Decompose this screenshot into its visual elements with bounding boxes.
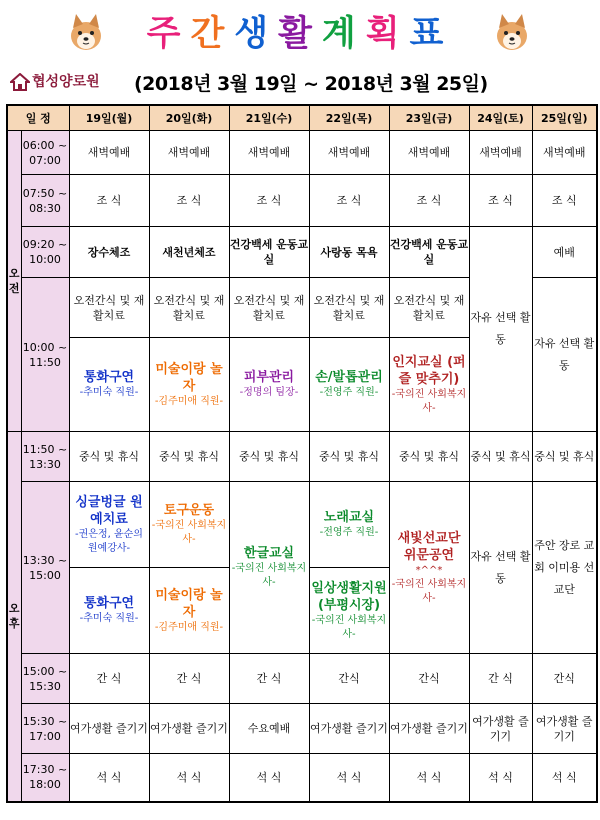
time-slot: 09:20 ~ 10:00 (21, 227, 69, 278)
cell-breakfast: 조 식 (69, 175, 149, 227)
cell-snack: 간식 (309, 654, 389, 704)
cell-program (149, 568, 229, 654)
cell-sat-free: 자유 선택 활동 (469, 227, 532, 432)
cell-program (309, 482, 389, 568)
cell-breakfast: 조 식 (309, 175, 389, 227)
dog-icon (492, 12, 532, 54)
pm-label: 오 후 (7, 432, 21, 802)
time-slot: 15:00 ~ 15:30 (21, 654, 69, 704)
cell-program (69, 568, 149, 654)
page-title (120, 12, 480, 56)
cell-snack: 간식 (532, 654, 597, 704)
cell-program (149, 338, 229, 432)
cell-morning-activity: 건강백세 운동교실 (229, 227, 309, 278)
cell-program (389, 482, 469, 654)
cell-morning-activity: 건강백세 운동교실 (389, 227, 469, 278)
program-staff: -국의진 사회복지사- (151, 520, 227, 545)
cell-program (69, 482, 149, 568)
cell-breakfast: 조 식 (149, 175, 229, 227)
am-label: 오 전 (7, 131, 21, 432)
cell-program (309, 568, 389, 654)
cell-therapy: 오전간식 및 재활치료 (309, 278, 389, 338)
cell-dawn: 새벽예배 (389, 131, 469, 175)
day-header-sat: 24일(토) (469, 105, 532, 131)
title-char: 표 (409, 14, 454, 54)
header (0, 0, 600, 104)
cell-morning-activity: 새천년체조 (149, 227, 229, 278)
cell-snack: 간 식 (229, 654, 309, 704)
schedule-table (6, 104, 598, 803)
cell-lunch: 중식 및 휴식 (149, 432, 229, 482)
title-char: 활 (278, 14, 322, 54)
cell-sun-afternoon: 주안 장로 교회 이미용 선교단 (532, 482, 597, 654)
program-staff: -김주미애 직원- (154, 395, 224, 407)
cell-snack: 간식 (389, 654, 469, 704)
program-title: 일상생활지원 (부평시장) (311, 580, 387, 613)
program-staff: -전영주 직원- (319, 527, 379, 538)
cell-morning-activity: 장수체조 (69, 227, 149, 278)
cell-snack: 간 식 (149, 654, 229, 704)
program-title: 통화구연 (83, 596, 135, 611)
program-staff: -김주미애 직원- (154, 621, 224, 633)
house-icon (10, 73, 30, 91)
cell-breakfast: 조 식 (469, 175, 532, 227)
program-title: 통화구연 (83, 370, 135, 385)
cell-lunch: 중식 및 휴식 (469, 432, 532, 482)
cell-leisure: 여가생활 즐기기 (389, 704, 469, 754)
day-header: 23일(금) (389, 105, 469, 131)
program-staff: -전영주 직원- (319, 387, 379, 398)
program-title: 피부관리 (243, 370, 295, 385)
cell-sun-free: 자유 선택 활동 (532, 278, 597, 432)
time-slot: 11:50 ~ 13:30 (21, 432, 69, 482)
cell-leisure: 여가생활 즐기기 (69, 704, 149, 754)
cell-breakfast: 조 식 (532, 175, 597, 227)
dog-icon (66, 12, 106, 54)
org-name (10, 71, 100, 91)
program-title: 손/발톱관리 (315, 370, 383, 385)
cell-leisure: 여가생활 즐기기 (532, 704, 597, 754)
program-staff: -정명의 팀장- (239, 387, 299, 398)
title-char: 획 (365, 14, 410, 54)
cell-snack: 간 식 (69, 654, 149, 704)
cell-sat-free: 자유 선택 활동 (469, 482, 532, 654)
cell-program (229, 482, 309, 654)
corner-label: 일 정 (7, 105, 69, 131)
day-header: 22일(목) (309, 105, 389, 131)
cell-program (229, 338, 309, 432)
cell-lunch: 중식 및 휴식 (532, 432, 597, 482)
cell-dawn: 새벽예배 (532, 131, 597, 175)
program-staff: -국의진 사회복지사- (391, 388, 467, 414)
cell-program (389, 338, 469, 432)
cell-leisure: 수요예배 (229, 704, 309, 754)
date-range: (2018년 3월 19일 ~ 2018년 3월 25일) (134, 73, 488, 95)
program-title: 노래교실 (323, 510, 375, 525)
cell-program (69, 338, 149, 432)
cell-breakfast: 조 식 (389, 175, 469, 227)
cell-dinner: 석 식 (389, 754, 469, 802)
program-staff: -권은정, 윤순의 원예강사- (75, 528, 143, 554)
cell-leisure: 여가생활 즐기기 (309, 704, 389, 754)
cell-lunch: 중식 및 휴식 (229, 432, 309, 482)
program-staff: -추미숙 직원- (79, 387, 139, 398)
title-char: 간 (190, 14, 235, 54)
cell-morning-activity: 사랑동 목욕 (309, 227, 389, 278)
cell-dinner: 석 식 (532, 754, 597, 802)
cell-dinner: 석 식 (309, 754, 389, 802)
program-title: 미술이랑 놀자 (155, 587, 223, 620)
cell-lunch: 중식 및 휴식 (389, 432, 469, 482)
time-slot: 10:00 ~ 11:50 (21, 278, 69, 432)
program-title: 싱글벙글 원예치료 (75, 494, 143, 527)
cell-sun-worship: 예배 (532, 227, 597, 278)
program-title: 새빛선교단 위문공연 (397, 530, 461, 563)
program-note: *^^* (415, 564, 443, 576)
cell-snack: 간 식 (469, 654, 532, 704)
program-title: 토구운동 (163, 503, 215, 518)
cell-dinner: 석 식 (469, 754, 532, 802)
program-staff: -국의진 사회복지사- (311, 614, 387, 640)
cell-therapy: 오전간식 및 재활치료 (69, 278, 149, 338)
day-header: 19일(월) (69, 105, 149, 131)
day-header: 20일(화) (149, 105, 229, 131)
cell-dawn: 새벽예배 (69, 131, 149, 175)
cell-dawn: 새벽예배 (309, 131, 389, 175)
time-slot: 17:30 ~ 18:00 (21, 754, 69, 802)
cell-lunch: 중식 및 휴식 (69, 432, 149, 482)
cell-therapy: 오전간식 및 재활치료 (149, 278, 229, 338)
org-name-label: 협성양로원 (32, 74, 100, 90)
cell-dawn: 새벽예배 (469, 131, 532, 175)
title-char: 생 (234, 14, 279, 54)
program-title: 인지교실 (퍼즐 맞추기) (392, 354, 466, 387)
title-char: 주 (146, 14, 191, 54)
cell-dinner: 석 식 (69, 754, 149, 802)
time-slot: 06:00 ~ 07:00 (21, 131, 69, 175)
cell-program (149, 482, 229, 568)
cell-dinner: 석 식 (149, 754, 229, 802)
time-slot: 07:50 ~ 08:30 (21, 175, 69, 227)
cell-program (309, 338, 389, 432)
cell-dinner: 석 식 (229, 754, 309, 802)
cell-lunch: 중식 및 휴식 (309, 432, 389, 482)
cell-dawn: 새벽예배 (229, 131, 309, 175)
time-slot: 15:30 ~ 17:00 (21, 704, 69, 754)
cell-leisure: 여가생활 즐기기 (469, 704, 532, 754)
program-title: 미술이랑 놀자 (155, 361, 223, 394)
program-staff: -국의진 사회복지사- (231, 563, 307, 588)
program-title: 한글교실 (243, 546, 295, 561)
day-header-sun: 25일(일) (532, 105, 597, 131)
cell-breakfast: 조 식 (229, 175, 309, 227)
program-staff: -국의진 사회복지사- (391, 578, 467, 604)
cell-therapy: 오전간식 및 재활치료 (389, 278, 469, 338)
day-header: 21일(수) (229, 105, 309, 131)
cell-therapy: 오전간식 및 재활치료 (229, 278, 309, 338)
program-staff: -추미숙 직원- (79, 613, 139, 624)
cell-leisure: 여가생활 즐기기 (149, 704, 229, 754)
cell-dawn: 새벽예배 (149, 131, 229, 175)
time-slot: 13:30 ~ 15:00 (21, 482, 69, 654)
title-char: 계 (321, 14, 366, 54)
